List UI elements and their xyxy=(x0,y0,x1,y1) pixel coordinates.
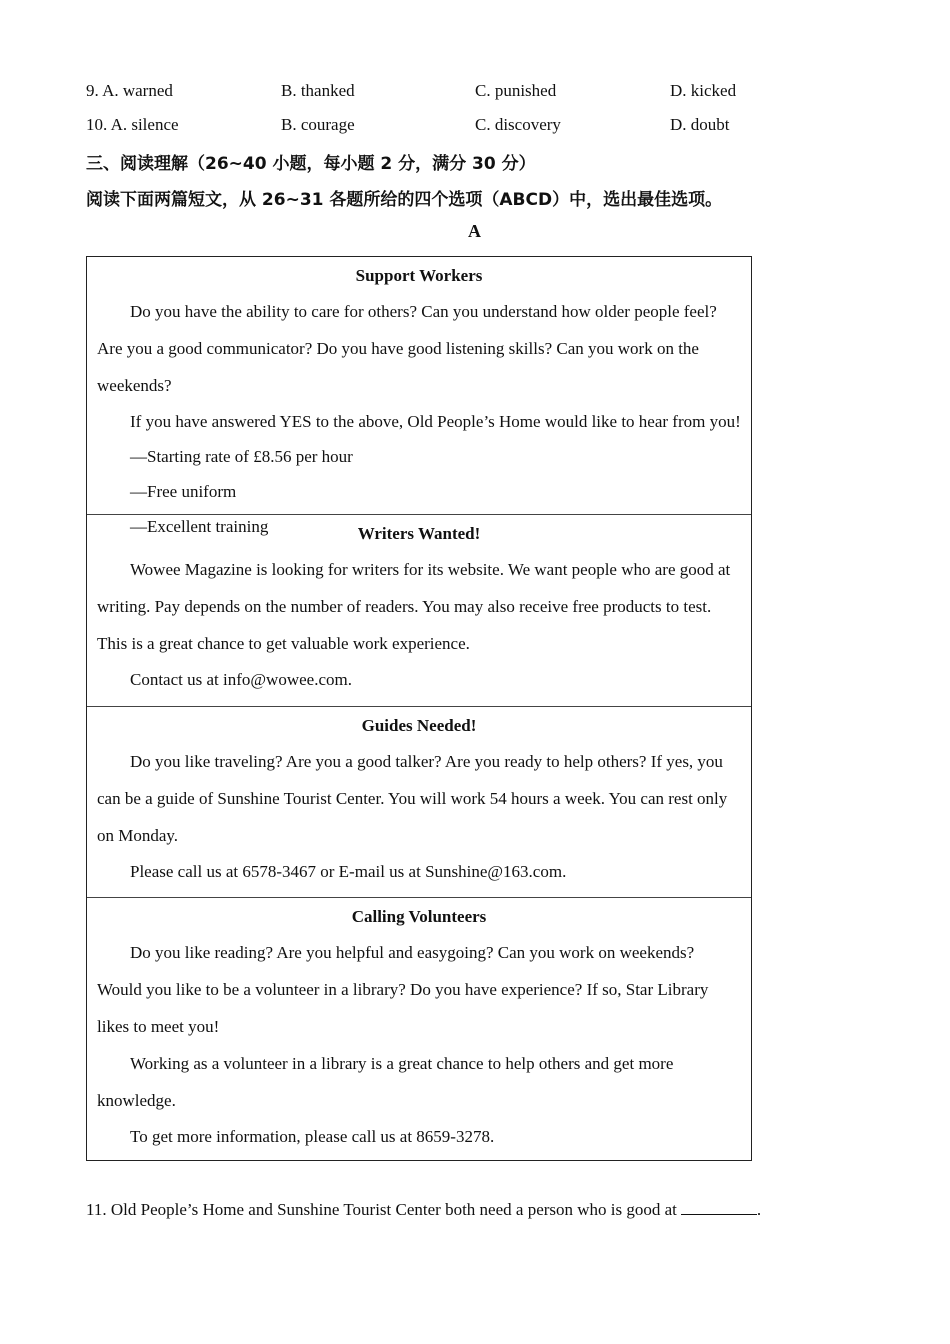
ad-paragraph: Contact us at info@wowee.com. xyxy=(130,670,352,689)
ad-bullet: —Free uniform xyxy=(130,482,237,501)
instruction: 阅读下面两篇短文，从 26~31 各题所给的四个选项（ABCD）中，选出最佳选项。 xyxy=(86,190,723,210)
question-text: 11. Old People’s Home and Sunshine Tourist Center both need a person who is good at xyxy=(86,1200,677,1219)
ad-title: Calling Volunteers xyxy=(351,907,487,926)
passage-label: A xyxy=(468,221,481,241)
ad-paragraph: Please call us at 6578-3467 or E-mail us at Sunshine@163.com. xyxy=(130,862,567,881)
question-end: . xyxy=(756,1200,762,1219)
option-row-9 xyxy=(86,81,926,103)
question-11 xyxy=(86,1198,761,1220)
ad-bullet: —Starting rate of £8.56 per hour xyxy=(130,447,353,466)
option-9-d: D. kicked xyxy=(670,81,737,100)
ad-paragraph: If you have answered YES to the above, Old People’s Home would like to hear from you! xyxy=(130,412,741,431)
section-heading: 三、阅读理解（26~40 小题，每小题 2 分，满分 30 分） xyxy=(86,154,536,174)
ad-calling-volunteers xyxy=(87,898,751,1160)
ad-guides-needed xyxy=(87,707,751,898)
ad-paragraph: Wowee Magazine is looking for writers for its website. We want people who are good at writing. Pay depends on the number of readers. You may also receive free products to test. This is a great chance to get valuable work experience. xyxy=(97,560,731,653)
ad-title: Guides Needed! xyxy=(361,716,477,735)
ads-table xyxy=(86,256,752,1161)
option-9-c: C. punished xyxy=(475,81,557,100)
ad-bullet: —Excellent training xyxy=(130,517,269,536)
answer-blank[interactable] xyxy=(681,1198,757,1215)
ad-paragraph: Do you like reading? Are you helpful and easygoing? Can you work on weekends? Would you like to be a volunteer in a library? Do you have experience? If so, Star Library likes to meet you! xyxy=(97,943,709,1036)
option-9-a: 9. A. warned xyxy=(86,81,173,100)
option-10-b: B. courage xyxy=(281,115,355,134)
ad-title: Support Workers xyxy=(355,266,483,285)
ad-title: Writers Wanted! xyxy=(357,524,481,543)
option-10-d: D. doubt xyxy=(670,115,730,134)
ad-paragraph: Do you like traveling? Are you a good talker? Are you ready to help others? If yes, you can be a guide of Sunshine Tourist Center. You will work 54 hours a week. You can rest only on Monday. xyxy=(97,752,728,845)
option-9-b: B. thanked xyxy=(281,81,355,100)
option-10-a: 10. A. silence xyxy=(86,115,179,134)
ad-paragraph: Do you have the ability to care for others? Can you understand how older people feel? Are you a good communicator? Do you have good listening skills? Can you work on the weekends? xyxy=(97,302,717,395)
ad-paragraph: Working as a volunteer in a library is a great chance to help others and get more knowledge. xyxy=(97,1054,674,1110)
option-row-10 xyxy=(86,115,926,137)
option-10-c: C. discovery xyxy=(475,115,561,134)
ad-paragraph: To get more information, please call us at 8659-3278. xyxy=(130,1127,495,1146)
